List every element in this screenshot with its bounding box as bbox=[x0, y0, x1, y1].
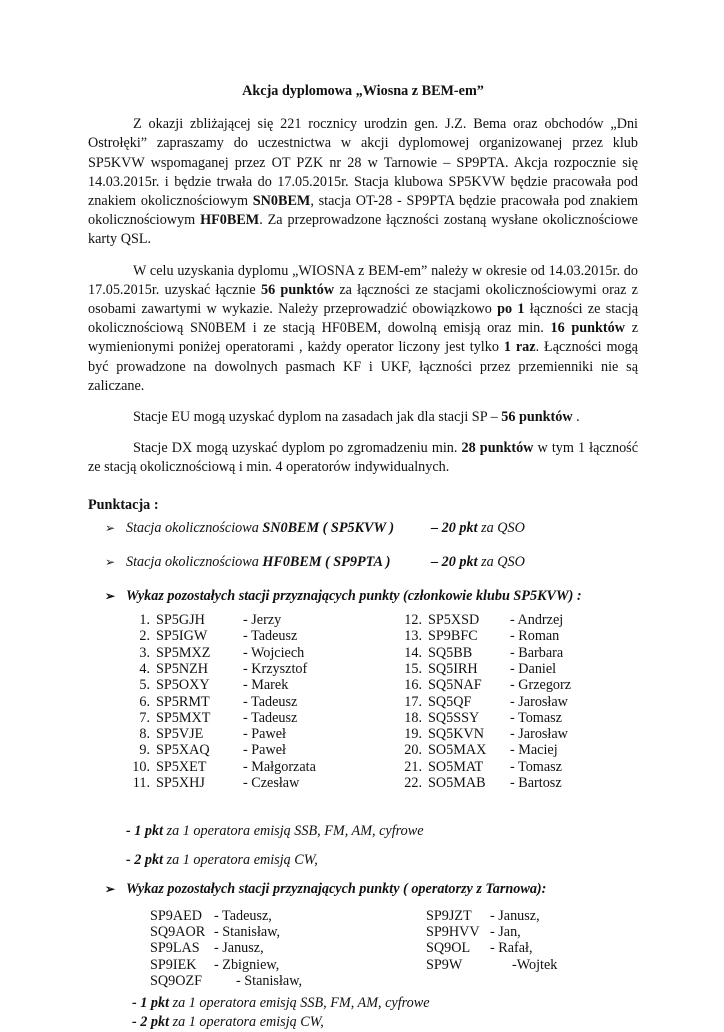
callsign-sn0bem: SN0BEM bbox=[252, 193, 311, 210]
member-name: - Daniel bbox=[510, 660, 557, 677]
p4-bold-b: 28 punktów bbox=[461, 440, 534, 457]
member-number: 1. bbox=[139, 612, 150, 629]
note2-points: - 2 pkt bbox=[126, 852, 164, 869]
member-callsign: SP9BFC bbox=[428, 628, 478, 645]
member-number: 17. bbox=[404, 693, 422, 710]
intro-p1-mid: , stacja OT-28 - SP9PTA będzie pracowała pod znakiem okolicznościowym bbox=[88, 193, 638, 229]
p2-text-g: z wymienionymi poniżej operatorami , każdy operator liczony jest tylko bbox=[88, 320, 638, 356]
member-number: 12. bbox=[404, 612, 422, 629]
member-callsign: SQ5KVN bbox=[428, 726, 484, 743]
member-callsign: SQ5IRH bbox=[428, 660, 478, 677]
s1-points-value: – 20 pkt bbox=[431, 519, 478, 536]
member-callsign: SQ5QF bbox=[428, 693, 472, 710]
p3-text-c: . bbox=[572, 409, 580, 426]
member-name: - Grzegorz bbox=[510, 677, 572, 694]
arrow-bullet-icon: ➢ bbox=[105, 588, 116, 603]
p4-text-a: Stacje DX mogą uzyskać dyplom po zgromadzeniu min. bbox=[133, 440, 462, 457]
p3-bold-b: 56 punktów bbox=[501, 409, 573, 426]
member-callsign: SQ5NAF bbox=[428, 677, 482, 694]
member-number: 8. bbox=[139, 726, 150, 743]
operator-callsign: SP9AED bbox=[150, 907, 203, 924]
member-name: - Paweł bbox=[243, 726, 286, 743]
member-name: - Małgorzata bbox=[243, 758, 316, 775]
member-number: 11. bbox=[132, 775, 150, 792]
operator-name: - Tadeusz, bbox=[214, 907, 272, 924]
p3-text-a: Stacje EU mogą uzyskać dyplom na zasadach jak dla stacji SP – bbox=[133, 409, 502, 426]
s1-points bbox=[431, 519, 525, 538]
operator-callsign: SP9LAS bbox=[150, 940, 200, 957]
member-callsign: SP5NZH bbox=[156, 660, 209, 677]
member-callsign: SP5IGW bbox=[156, 628, 208, 645]
member-name: - Wojciech bbox=[243, 644, 305, 661]
member-number: 2. bbox=[139, 628, 150, 645]
s1-qso: za QSO bbox=[477, 519, 525, 536]
member-number: 9. bbox=[139, 742, 150, 759]
p2-text-a: W celu uzyskania dyplomu „WIOSNA z BEM-em” należy w okresie od 14.03.2015r. do 17.05.2015r. uzyskać łącznie bbox=[88, 262, 638, 298]
p2-bold-d: po 1 bbox=[497, 301, 525, 318]
p2-bold-h: 1 raz bbox=[503, 339, 536, 356]
member-callsign: SP5XHJ bbox=[156, 775, 205, 792]
operator-callsign: SQ9OZF bbox=[150, 972, 203, 989]
member-callsign: SO5MAT bbox=[428, 758, 484, 775]
list1-title: Wykaz pozostałych stacji przyznających punkty (członkowie klubu SP5KVW) : bbox=[126, 587, 582, 604]
note-1pkt bbox=[126, 822, 638, 841]
s2-points bbox=[431, 553, 525, 572]
member-callsign: SP5XSD bbox=[428, 612, 480, 629]
p2-text-e: łączności ze stacją okolicznościową SN0BEM i ze stacją HF0BEM, dowolną emisją oraz min. bbox=[88, 301, 639, 337]
note2-text: za 1 operatora emisją CW, bbox=[163, 852, 318, 869]
s2-qso: za QSO bbox=[477, 553, 525, 570]
s1-callsign: SN0BEM ( SP5KVW ) bbox=[262, 519, 395, 536]
member-callsign: SO5MAX bbox=[428, 742, 487, 759]
intro-paragraph-3 bbox=[88, 408, 638, 427]
member-number: 22. bbox=[404, 775, 422, 792]
operator-name: - Janusz, bbox=[214, 940, 264, 957]
member-callsign: SP5GJH bbox=[156, 612, 205, 629]
intro-paragraph-4 bbox=[88, 439, 638, 477]
member-callsign: SP5XET bbox=[156, 758, 207, 775]
operator-name: - Jan, bbox=[490, 923, 521, 940]
operator-name: - Janusz, bbox=[490, 907, 540, 924]
operator-callsign: SQ9OL bbox=[426, 940, 471, 957]
member-name: - Jarosław bbox=[510, 693, 568, 710]
member-callsign: SP5RMT bbox=[156, 693, 210, 710]
note3-text: za 1 operatora emisją SSB, FM, AM, cyfrowe bbox=[169, 994, 430, 1011]
operator-name: -Wojtek bbox=[512, 956, 558, 973]
member-name: - Andrzej bbox=[510, 612, 564, 629]
member-name: - Barbara bbox=[510, 644, 564, 661]
member-number: 6. bbox=[139, 693, 150, 710]
member-number: 14. bbox=[404, 644, 422, 661]
note4-points: - 2 pkt bbox=[132, 1013, 170, 1030]
note4-text: za 1 operatora emisją CW, bbox=[169, 1013, 324, 1030]
member-number: 13. bbox=[404, 628, 422, 645]
p4-text-c: w tym 1 łączność ze stacją okolicznościową i min. 4 operatorów indywidualnych. bbox=[88, 440, 639, 476]
bullet-station-sn0bem bbox=[88, 519, 638, 553]
p2-bold-f: 16 punktów bbox=[550, 320, 625, 337]
member-number: 10. bbox=[132, 758, 150, 775]
s2-callsign: HF0BEM ( SP9PTA ) bbox=[262, 553, 391, 570]
operator-name: - Stanisław, bbox=[236, 972, 303, 989]
member-name: - Marek bbox=[243, 677, 289, 694]
member-name: - Tomasz bbox=[510, 709, 562, 726]
member-number: 21. bbox=[404, 758, 422, 775]
punktacja-heading: Punktacja : bbox=[88, 496, 159, 513]
s2-prefix: Stacja okolicznościowa bbox=[126, 553, 263, 570]
note1-text: za 1 operatora emisją SSB, FM, AM, cyfrowe bbox=[163, 823, 424, 840]
note-2pkt-tarnow bbox=[132, 1013, 638, 1032]
p2-text-c: za łączności ze stacjami okolicznościowymi oraz z osobami zawartymi w wykazie. Należy przeprowadzić obowiązkowo bbox=[88, 281, 638, 318]
member-number: 4. bbox=[139, 660, 150, 677]
note3-points: - 1 pkt bbox=[132, 994, 170, 1011]
member-name: - Tadeusz bbox=[243, 693, 298, 710]
member-callsign: SP5VJE bbox=[156, 726, 204, 743]
member-callsign: SQ5SSY bbox=[428, 709, 480, 726]
member-number: 5. bbox=[139, 677, 150, 694]
note-1pkt-tarnow bbox=[132, 994, 638, 1013]
arrow-bullet-icon: ➢ bbox=[105, 882, 116, 897]
bullet-station-hf0bem bbox=[88, 553, 638, 587]
operator-name: - Rafał, bbox=[490, 940, 533, 957]
operator-name: - Stanisław, bbox=[214, 923, 281, 940]
s2-points-value: – 20 pkt bbox=[431, 553, 478, 570]
operator-callsign: SP9HVV bbox=[426, 923, 480, 940]
operator-callsign: SP9JZT bbox=[426, 907, 472, 924]
member-name: - Jerzy bbox=[243, 612, 282, 629]
member-name: - Tadeusz bbox=[243, 628, 298, 645]
p2-bold-b: 56 punktów bbox=[260, 281, 335, 298]
member-number: 15. bbox=[404, 660, 422, 677]
member-number: 18. bbox=[404, 709, 422, 726]
document-title: Akcja dyplomowa „Wiosna z BEM-em” bbox=[242, 83, 484, 99]
operator-callsign: SP9IEK bbox=[150, 956, 197, 973]
callsign-hf0bem: HF0BEM bbox=[200, 212, 260, 229]
document-page bbox=[88, 82, 638, 1032]
member-name: - Maciej bbox=[510, 742, 558, 759]
sp5kvw-member-list bbox=[88, 612, 638, 812]
member-name: - Jarosław bbox=[510, 726, 568, 743]
bullet-list-sp5kvw bbox=[88, 587, 638, 606]
member-number: 7. bbox=[139, 709, 150, 726]
s1-prefix: Stacja okolicznościowa bbox=[126, 519, 263, 536]
member-callsign: SP5MXT bbox=[156, 709, 211, 726]
member-name: - Czesław bbox=[243, 775, 300, 792]
operator-callsign: SP9W bbox=[426, 956, 463, 973]
member-name: - Tomasz bbox=[510, 758, 562, 775]
member-callsign: SP5OXY bbox=[156, 677, 210, 694]
intro-p1-text: Z okazji zbliżającej się 221 rocznicy urodzin gen. J.Z. Bema oraz obchodów „Dni Ostrołęki” zapraszamy do uczestnictwa w akcji dyplomowej organizowanej przez klub SP5KVW wspomaganej przez OT PZK nr 28 w Tarnowie – SP9PTA. Akcja rozpocznie się 14.03.2015r. i będzie trwała do 17.05.2015r. Stacja klubowa SP5KVW będzie pracowała pod znakiem okolicznościowym bbox=[88, 116, 638, 210]
member-callsign: SP5XAQ bbox=[156, 742, 210, 759]
intro-paragraph-1 bbox=[88, 115, 638, 249]
tarnow-operator-list bbox=[88, 908, 638, 994]
intro-paragraph-2 bbox=[88, 262, 638, 396]
member-name: - Tadeusz bbox=[243, 709, 298, 726]
member-name: - Paweł bbox=[243, 742, 286, 759]
member-callsign: SQ5BB bbox=[428, 644, 473, 661]
member-name: - Krzysztof bbox=[243, 660, 308, 677]
note-2pkt bbox=[126, 851, 638, 870]
member-name: - Bartosz bbox=[510, 775, 562, 792]
member-callsign: SO5MAB bbox=[428, 775, 486, 792]
operator-callsign: SQ9AOR bbox=[150, 923, 206, 940]
arrow-bullet-icon: ➢ bbox=[105, 520, 116, 535]
bullet-list-tarnow bbox=[88, 880, 638, 899]
member-number: 19. bbox=[404, 726, 422, 743]
operator-name: - Zbigniew, bbox=[214, 956, 280, 973]
arrow-bullet-icon: ➢ bbox=[105, 554, 116, 569]
member-number: 20. bbox=[404, 742, 422, 759]
intro-p1-end: . Za przeprowadzone łączności zostaną wysłane okolicznościowe karty QSL. bbox=[88, 212, 638, 248]
member-number: 3. bbox=[139, 644, 150, 661]
member-number: 16. bbox=[404, 677, 422, 694]
p2-text-i: . Łączności mogą być prowadzone na dowolnych pasmach KF i UKF, łączności przez przemienniki nie są zaliczane. bbox=[88, 339, 638, 394]
list2-title: Wykaz pozostałych stacji przyznających punkty ( operatorzy z Tarnowa): bbox=[126, 881, 547, 898]
member-callsign: SP5MXZ bbox=[156, 644, 211, 661]
note1-points: - 1 pkt bbox=[126, 823, 164, 840]
member-name: - Roman bbox=[510, 628, 560, 645]
